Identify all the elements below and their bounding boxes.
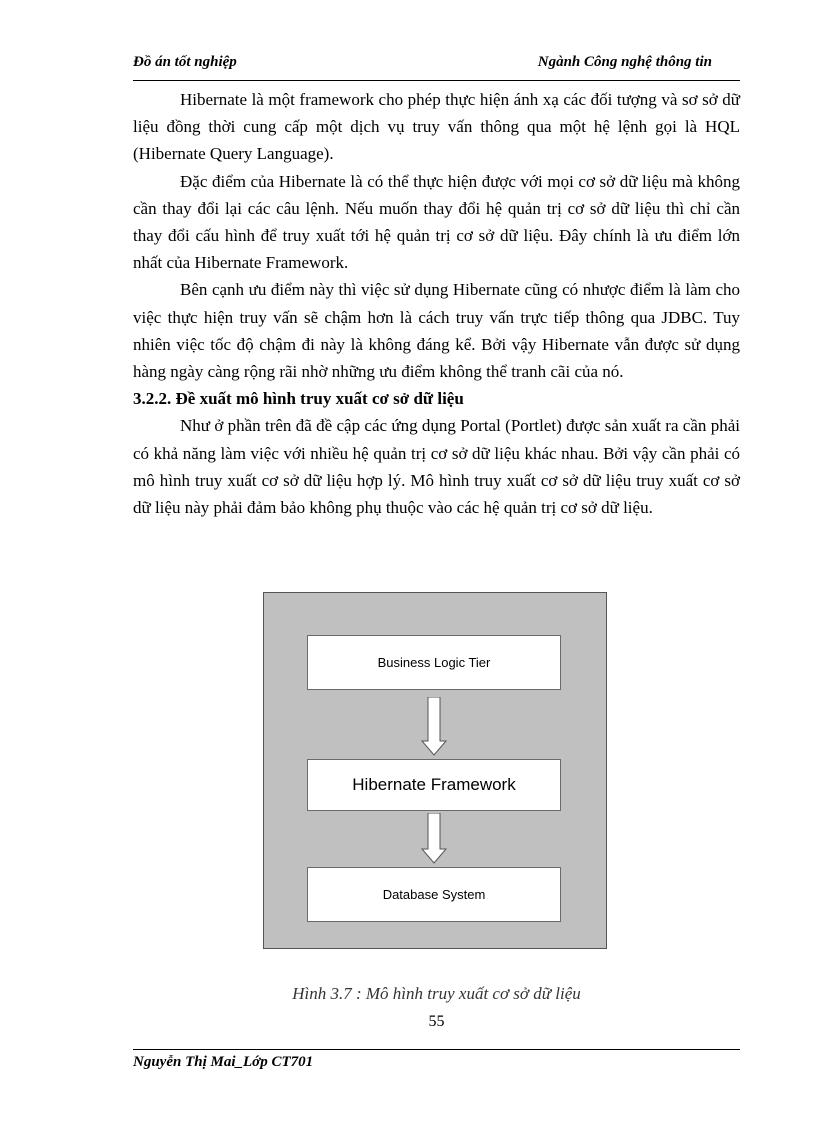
figure-caption: Hình 3.7 : Mô hình truy xuất cơ sở dữ liệu: [292, 984, 581, 1003]
down-arrow-icon: [421, 813, 447, 865]
paragraph-hibernate-intro: Hibernate là một framework cho phép thực hiện ánh xạ các đối tượng và sơ sở dữ liệu đồng thời cung cấp một dịch vụ truy vấn thông qua một hệ lệnh gọi là HQL (Hibernate Query Language).: [133, 90, 740, 164]
section-heading: 3.2.2. Đề xuất mô hình truy xuất cơ sở dữ liệu: [133, 389, 464, 409]
hibernate-framework-box: Hibernate Framework: [307, 759, 561, 811]
footer-divider: [133, 1049, 740, 1050]
paragraph-hibernate-drawbacks: Bên cạnh ưu điểm này thì việc sử dụng Hibernate cũng có nhược điểm là làm cho việc thực hiện truy vấn sẽ chậm hơn là cách truy vấn trực tiếp thông qua JDBC. Tuy nhiên việc tốc độ chậm đi này là không đáng kể. Bởi vậy Hibernate vẫn được sử dụng hàng ngày càng rộng rãi nhờ những ưu điểm không thể tranh cãi của nó.: [133, 280, 740, 382]
header-right-title: Ngành Công nghệ thông tin: [537, 54, 712, 70]
architecture-diagram: [263, 592, 607, 949]
page-header: [133, 50, 740, 81]
page-number: 55: [428, 1013, 445, 1030]
business-logic-tier-box: Business Logic Tier: [307, 635, 561, 690]
paragraph-hibernate-features: Đặc điểm của Hibernate là có thể thực hiện được với mọi cơ sở dữ liệu mà không cần thay đổi lại các câu lệnh. Nếu muốn thay đổi hệ quản trị cơ sở dữ liệu thì chỉ cần thay đổi cấu hình để truy xuất tới hệ quản trị cơ sở dữ liệu. Đây chính là ưu điểm lớn nhất của Hibernate Framework.: [133, 171, 740, 273]
page-footer: Nguyễn Thị Mai_Lớp CT701: [133, 1054, 314, 1070]
header-left-title: Đồ án tốt nghiệp: [133, 54, 237, 70]
body-text: [133, 86, 740, 521]
paragraph-access-model: Như ở phần trên đã đề cập các ứng dụng Portal (Portlet) được sản xuất ra cần phải có khả năng làm việc với nhiều hệ quản trị cơ sở dữ liệu khác nhau. Bởi vậy cần phải có mô hình truy xuất cơ sở dữ liệu hợp lý. Mô hình truy xuất cơ sở dữ liệu truy xuất cơ sở dữ liệu này phải đảm bảo không phụ thuộc vào các hệ quản trị cơ sở dữ liệu.: [133, 416, 740, 518]
down-arrow-icon: [421, 697, 447, 757]
database-system-box: Database System: [307, 867, 561, 922]
